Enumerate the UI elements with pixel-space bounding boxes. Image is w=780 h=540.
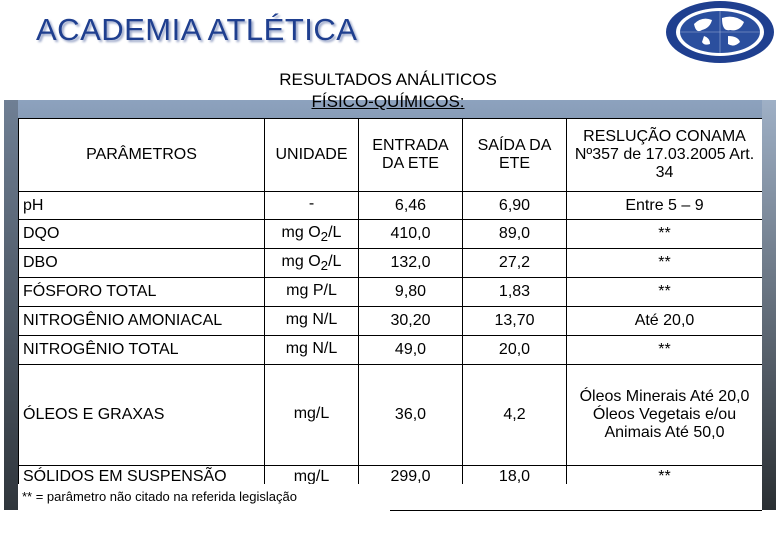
cell-unit: mg $O_2/L$ xyxy=(265,249,359,278)
cell-param: NITROGÊNIO TOTAL xyxy=(19,336,265,365)
subtitle-line1: RESULTADOS ANÁLITICOS xyxy=(279,70,497,89)
cell-unit: mg $O_2/L$ xyxy=(265,220,359,249)
table-header-row xyxy=(19,119,763,192)
subtitle-line2: FÍSICO-QUÍMICOS: xyxy=(311,92,465,111)
header-unit: UNIDADE xyxy=(265,119,359,192)
results-table xyxy=(18,118,762,484)
table-row xyxy=(19,278,763,307)
cell-conama: ** xyxy=(567,220,763,249)
cell-saida: 27,2 xyxy=(463,249,567,278)
cell-entrada: 9,80 xyxy=(359,278,463,307)
table-row xyxy=(19,336,763,365)
cell-saida: 89,0 xyxy=(463,220,567,249)
cell-param: DQO xyxy=(19,220,265,249)
cell-entrada: 410,0 xyxy=(359,220,463,249)
cell-conama: ** xyxy=(567,278,763,307)
cell-unit: mg/L xyxy=(265,466,359,485)
cell-unit: mg N/L xyxy=(265,307,359,336)
header-conama: RESLUÇÃO CONAMA Nº357 de 17.03.2005 Art. 34 xyxy=(567,119,763,192)
cell-entrada: 36,0 xyxy=(359,365,463,466)
cell-param: DBO xyxy=(19,249,265,278)
background-photo-left xyxy=(4,100,18,510)
table-row xyxy=(19,220,763,249)
cell-param: NITROGÊNIO AMONIACAL xyxy=(19,307,265,336)
cell-param: SÓLIDOS EM SUSPENSÃO xyxy=(19,466,265,485)
cell-saida: 1,83 xyxy=(463,278,567,307)
table-row xyxy=(19,192,763,220)
results-table-container xyxy=(18,118,762,484)
cell-conama: ** xyxy=(567,466,763,485)
cell-entrada: 299,0 xyxy=(359,466,463,485)
header-entrada: ENTRADA DA ETE xyxy=(359,119,463,192)
header-saida: SAÍDA DA ETE xyxy=(463,119,567,192)
cell-saida: 13,70 xyxy=(463,307,567,336)
globe-seal-logo xyxy=(664,0,776,64)
cell-param: FÓSFORO TOTAL xyxy=(19,278,265,307)
cell-saida: 6,90 xyxy=(463,192,567,220)
cell-saida: 4,2 xyxy=(463,365,567,466)
cell-unit: mg P/L xyxy=(265,278,359,307)
footnote: ** = parâmetro não citado na referida legislação xyxy=(18,484,390,510)
table-row xyxy=(19,307,763,336)
cell-conama: Entre 5 – 9 xyxy=(567,192,763,220)
table-row xyxy=(19,466,763,485)
cell-entrada: 49,0 xyxy=(359,336,463,365)
cell-param: ÓLEOS E GRAXAS xyxy=(19,365,265,466)
cell-unit: - xyxy=(265,192,359,220)
cell-conama: ** xyxy=(567,336,763,365)
table-row xyxy=(19,365,763,466)
cell-entrada: 30,20 xyxy=(359,307,463,336)
cell-conama: Óleos Minerais Até 20,0 Óleos Vegetais e/ou Animais Até 50,0 xyxy=(567,365,763,466)
cell-unit: mg N/L xyxy=(265,336,359,365)
cell-unit: mg/L xyxy=(265,365,359,466)
cell-entrada: 6,46 xyxy=(359,192,463,220)
cell-saida: 18,0 xyxy=(463,466,567,485)
cell-entrada: 132,0 xyxy=(359,249,463,278)
cell-param: pH xyxy=(19,192,265,220)
cell-conama: ** xyxy=(567,249,763,278)
background-photo-right xyxy=(762,100,776,510)
page-title: ACADEMIA ATLÉTICA xyxy=(36,12,358,47)
header-param: PARÂMETROS xyxy=(19,119,265,192)
cell-conama: Até 20,0 xyxy=(567,307,763,336)
table-row xyxy=(19,249,763,278)
footnote-blank xyxy=(390,484,762,511)
cell-saida: 20,0 xyxy=(463,336,567,365)
